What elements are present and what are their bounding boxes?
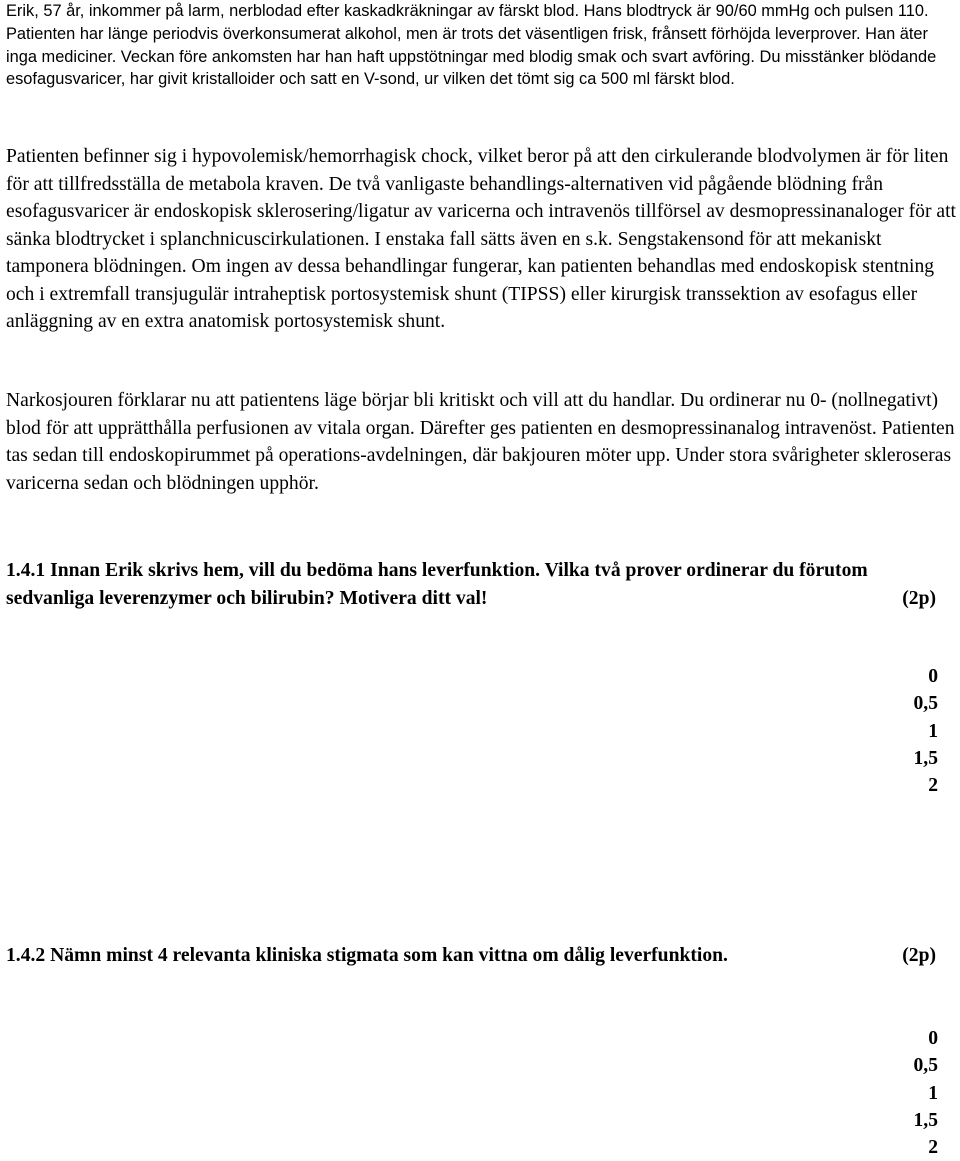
score-option: 0,5 — [913, 1055, 938, 1077]
score-option: 0,5 — [913, 693, 938, 715]
score-option: 1,5 — [913, 1109, 938, 1131]
question-1-4-1-text: 1.4.1 Innan Erik skrivs hem, vill du bedöma hans leverfunktion. Vilka två prover ordinerar du förutom sedvanliga leverenzymer och bilirubin? Motivera ditt val! — [6, 560, 868, 609]
score-option: 1 — [928, 1082, 938, 1104]
question-1-4-2-text: 1.4.2 Nämn minst 4 relevanta kliniska stigmata som kan vittna om dålig leverfunktion. — [6, 945, 728, 966]
score-option: 0 — [928, 666, 938, 687]
question-1-4-2-points: (2p) — [902, 945, 936, 966]
score-option: 2 — [928, 775, 938, 797]
question-1-4-2 — [6, 942, 956, 970]
score-option: 0 — [928, 1028, 938, 1049]
score-option: 1,5 — [913, 747, 938, 769]
case-description: Erik, 57 år, inkommer på larm, nerblodad efter kaskadkräkningar av färskt blod. Hans blodtryck är 90/60 mmHg och pulsen 110. Patienten har länge periodvis överkonsumerat alkohol, men är trots det väsentligen frisk, frånsett förhöjda leverprover. Han äter inga mediciner. Veckan före ankomsten har han haft uppstötningar med blodig smak och svart avföring. Du misstänker blödande esofagusvaricer, har givit kristalloider och satt en V-sond, ur vilken det tömt sig ca 500 ml färskt blod. — [6, 2, 937, 89]
treatment-paragraph: Patienten befinner sig i hypovolemisk/hemorrhagisk chock, vilket beror på att den cirkulerande blodvolymen är för liten för att tillfredsställa de metabola kraven. De två vanligaste behandlings-alternativen vid pågående blödning från esofagusvaricer är endoskopisk sklerosering/ligatur av varicerna och intravenös tillförsel av desmopressinanaloger för att sänka blodtrycket i splanchnicuscirkulationen. I enstaka fall sätts även en s.k. Sengstakensond för att mekaniskt tamponera blödningen. Om ingen av dessa behandlingar fungerar, kan patienten behandlas med endoskopisk stentning och i extremfall transjugulär intraheptisk portosystemisk shunt (TIPSS) eller kirurgisk transsektion av esofagus eller anläggning av en extra anatomisk portosystemisk shunt. — [6, 146, 956, 332]
score-scale-1 — [858, 663, 938, 799]
question-1-4-1-points: (2p) — [902, 588, 936, 609]
question-1-4-1 — [6, 557, 956, 613]
score-scale-2 — [858, 1025, 938, 1161]
score-option: 1 — [928, 720, 938, 742]
score-option: 2 — [928, 1137, 938, 1159]
management-paragraph: Narkosjouren förklarar nu att patientens läge börjar bli kritiskt och vill att du handlar. Du ordinerar nu 0- (nollnegativt) blod för att upprätthålla perfusionen av vitala organ. Därefter ges patienten en desmopressinanalog intravenöst. Patienten tas sedan till endoskopirummet på operations-avdelningen, där bakjouren möter upp. Under stora svårigheter skleroseras varicerna sedan och blödningen upphör. — [6, 390, 955, 494]
